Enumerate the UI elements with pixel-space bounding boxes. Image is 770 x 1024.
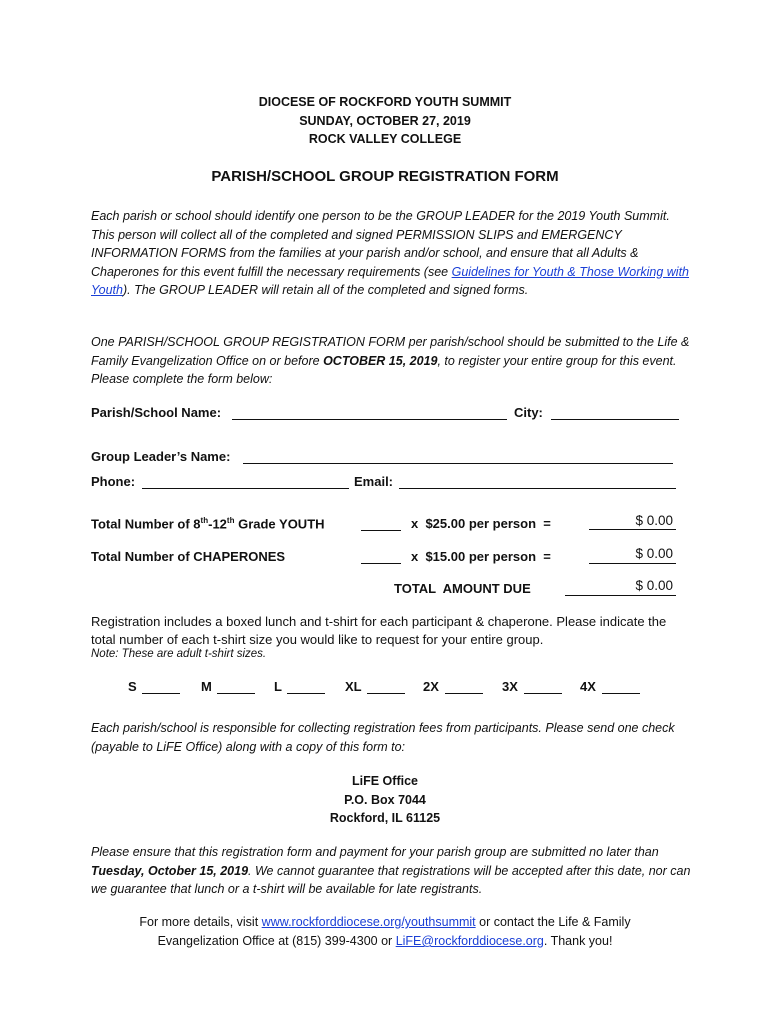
youth-amount-field[interactable]: $ 0.00	[635, 513, 673, 528]
footer-text: . Thank you!	[543, 934, 613, 948]
footer-line-1	[0, 913, 770, 932]
size-2x-label: 2X	[423, 679, 439, 694]
intro-text-2: ). The GROUP LEADER will retain all of the completed and signed forms.	[122, 283, 529, 297]
submit-text-2: , to register your entire group for this event. Please complete the form below:	[91, 353, 677, 386]
phone-field[interactable]	[142, 474, 349, 489]
size-4x-field[interactable]	[602, 679, 640, 694]
fees-paragraph: Each parish/school is responsible for collecting registration fees from participants. Please send one check (payable to LiFE Office) along with a copy of this form to:	[91, 721, 675, 754]
address-line-3: Rockford, IL 61125	[329, 811, 441, 825]
parish-label: Parish/School Name:	[91, 405, 222, 420]
size-s-label: S	[128, 679, 137, 694]
size-m-label: M	[201, 679, 212, 694]
form-title: PARISH/SCHOOL GROUP REGISTRATION FORM	[211, 168, 559, 185]
submit-deadline: OCTOBER 15, 2019	[323, 353, 438, 368]
footer-line-2	[0, 932, 770, 951]
youth-rate: x $25.00 per person =	[411, 516, 551, 531]
registration-info: Registration includes a boxed lunch and t-shirt for each participant & chaperone. Please indicate the total number of each t-shirt size you would like to request for your entire group.	[91, 614, 667, 647]
chaperone-rate: x $15.00 per person =	[411, 549, 551, 564]
size-m-field[interactable]	[217, 679, 255, 694]
youth-label-sup: th	[200, 516, 209, 525]
size-xl-label: XL	[345, 679, 362, 694]
intro-paragraph	[91, 207, 691, 300]
youth-amount-line	[589, 529, 676, 530]
youth-label-sup: th	[226, 516, 235, 525]
footer-contact	[0, 913, 770, 951]
header-event-name: DIOCESE OF ROCKFORD YOUTH SUMMIT	[258, 95, 512, 109]
header-event-location: ROCK VALLEY COLLEGE	[308, 132, 462, 146]
parish-name-field[interactable]	[232, 405, 507, 420]
late-text-2: . We cannot guarantee that registrations will be accepted after this date, nor can we guarantee that lunch or a t-shirt will be available for late registrants.	[91, 863, 691, 896]
size-3x-field[interactable]	[524, 679, 562, 694]
late-registration-paragraph	[91, 843, 691, 899]
footer-text: For more details, visit	[139, 915, 262, 929]
youth-count-label	[91, 516, 325, 531]
phone-label: Phone:	[91, 474, 136, 489]
size-l-label: L	[274, 679, 282, 694]
late-text-1: Please ensure that this registration form and payment for your parish group are submitted no later than	[91, 845, 659, 859]
size-xl-field[interactable]	[367, 679, 405, 694]
chaperone-count-field[interactable]	[361, 549, 401, 564]
city-field[interactable]	[551, 405, 679, 420]
group-leader-label: Group Leader’s Name:	[91, 449, 231, 464]
chaperone-count-label: Total Number of CHAPERONES	[91, 549, 286, 564]
mailing-address	[0, 772, 770, 828]
youth-label-part: Grade YOUTH	[234, 516, 325, 532]
footer-text: Evangelization Office at (815) 399-4300 or	[157, 934, 396, 948]
youth-count-field[interactable]	[361, 516, 401, 531]
youth-label-part: -12	[208, 516, 227, 532]
total-amount-line	[565, 595, 676, 596]
life-email-link[interactable]: LiFE@rockforddiocese.org	[395, 934, 544, 948]
city-label: City:	[514, 405, 543, 420]
size-4x-label: 4X	[580, 679, 596, 694]
guidelines-link[interactable]: Guidelines for Youth & Those Working with Youth	[91, 264, 689, 297]
size-3x-label: 3X	[502, 679, 518, 694]
intro-text-1: Each parish or school should identify one person to be the GROUP LEADER for the 2019 Youth Summit. This person will collect all of the completed and signed PERMISSION SLIPS and EMERGENCY INFORMATION FORMS from the families at your parish and/or school, and ensure that all Adults & Chaperones for this event fulfill the necessary requirements (see	[91, 209, 670, 279]
size-l-field[interactable]	[287, 679, 325, 694]
email-label: Email:	[354, 474, 394, 489]
late-deadline: Tuesday, October 15, 2019	[91, 863, 249, 878]
tshirt-size-note: Note: These are adult t-shirt sizes.	[91, 648, 267, 660]
youth-summit-link[interactable]: www.rockforddiocese.org/youthsummit	[261, 915, 476, 929]
email-field[interactable]	[399, 474, 676, 489]
address-line-1: LiFE Office	[352, 774, 418, 788]
submit-text-1: One PARISH/SCHOOL GROUP REGISTRATION FORM per parish/school should be submitted to the Life & Family Evangelization Office on or before	[91, 335, 690, 368]
group-leader-field[interactable]	[243, 449, 673, 464]
size-s-field[interactable]	[142, 679, 180, 694]
footer-text: or contact the Life & Family	[475, 915, 631, 929]
submit-paragraph	[91, 333, 691, 389]
header-event-date: SUNDAY, OCTOBER 27, 2019	[299, 114, 471, 128]
youth-label-part: Total Number of 8	[91, 516, 201, 532]
total-due-label: TOTAL AMOUNT DUE	[394, 581, 531, 596]
chaperone-amount-line	[589, 563, 676, 564]
address-line-2: P.O. Box 7044	[344, 792, 426, 807]
size-2x-field[interactable]	[445, 679, 483, 694]
chaperone-amount-field[interactable]: $ 0.00	[635, 546, 673, 561]
total-amount-field[interactable]: $ 0.00	[635, 578, 673, 593]
